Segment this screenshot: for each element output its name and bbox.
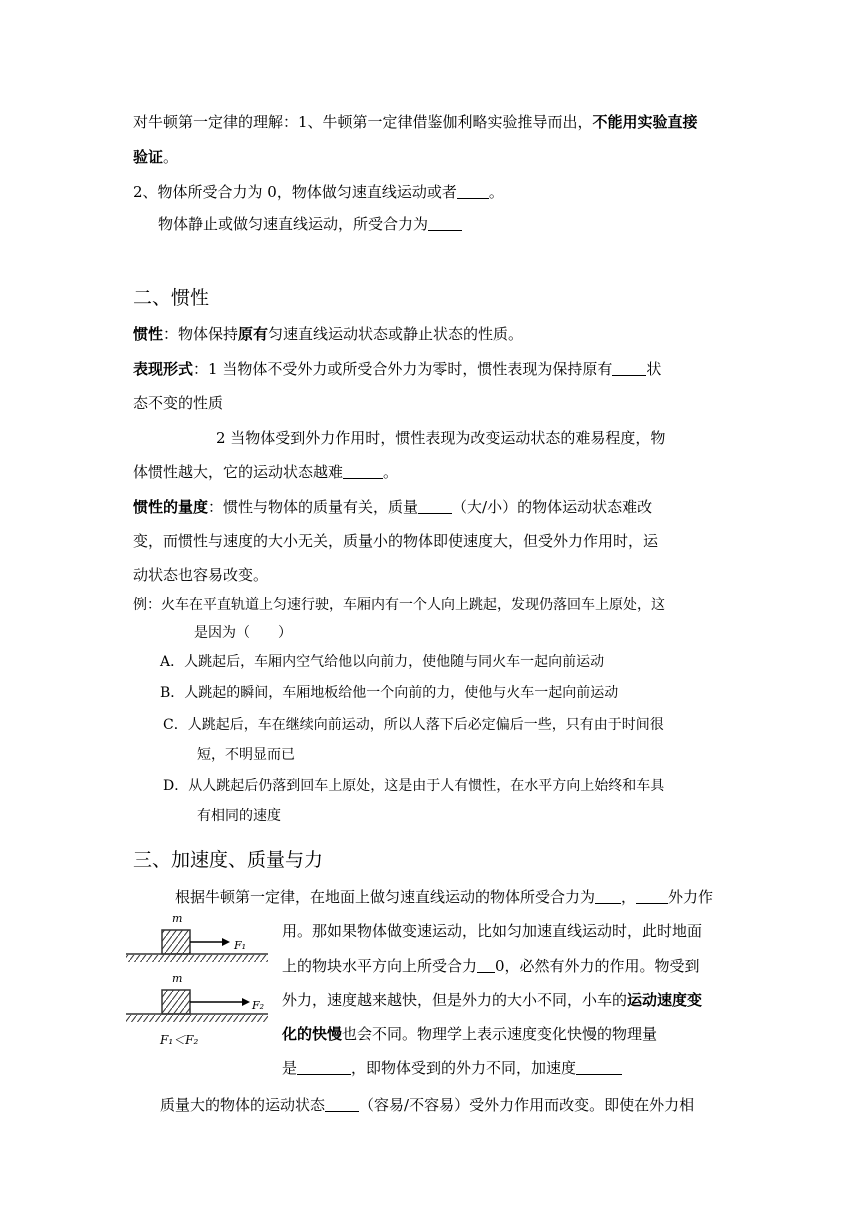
- inertia-definition: 惯性：物体保持原有匀速直线运动状态或静止状态的性质。: [133, 325, 524, 343]
- inertia-form-1-cont: 态不变的性质: [133, 394, 224, 412]
- ground-hatch-top: [126, 955, 268, 962]
- arrowhead-f2: [242, 998, 250, 1006]
- intro-line-2: 验证。: [133, 148, 179, 166]
- force2-label: F₂: [252, 999, 265, 1012]
- option-d: D．从人跳起后仍落到回车上原处，这是由于人有惯性，在水平方向上始终和车具: [163, 778, 665, 794]
- force-comparison-figure: [124, 912, 274, 1052]
- section-3-title: 三、加速度、质量与力: [133, 849, 324, 871]
- inertia-measure: 惯性的量度：惯性与物体的质量有关，质量 （大/小）的物体运动状态难改: [133, 498, 653, 516]
- block-bottom: [162, 990, 190, 1014]
- s3-paragraph-line-3: 上的物块水平方向上所受合力 0，必然有外力的作用。物受到: [282, 957, 700, 975]
- arrowhead-f1: [222, 938, 230, 946]
- blank: [297, 1058, 351, 1075]
- option-b: B．人跳起的瞬间，车厢地板给他一个向前的力，使他与火车一起向前运动: [160, 685, 619, 701]
- blank: [428, 214, 462, 231]
- blank: [457, 182, 489, 199]
- s3-paragraph-line-4: 外力，速度越来越快，但是外力的大小不同，小车的运动速度变: [282, 991, 703, 1009]
- intro-line-1: 对牛顿第一定律的理解：1、牛顿第一定律借鉴伽利略实验推导而出，不能用实验直接: [133, 113, 698, 131]
- intro-item-2b: 物体静止或做匀速直线运动，所受合力为: [158, 214, 462, 234]
- block-top: [162, 930, 190, 954]
- inertia-form-1: 表现形式：1 当物体不受外力或所受合外力为零时，惯性表现为保持原有 状: [133, 360, 662, 378]
- blank: [612, 359, 646, 376]
- example-question: 例：火车在平直轨道上匀速行驶，车厢内有一个人向上跳起，发现仍落回车上原处，这: [133, 597, 665, 613]
- blank: [325, 1095, 359, 1112]
- inertia-measure-3: 动状态也容易改变。: [133, 566, 269, 584]
- blank: [343, 462, 383, 479]
- example-question-cont: 是因为（ ）: [194, 625, 292, 641]
- blank: [576, 1058, 622, 1075]
- inertia-measure-2: 变，而惯性与速度的大小无关，质量小的物体即使速度大，但受外力作用时，运: [133, 532, 659, 550]
- force1-label: F₁: [234, 939, 247, 952]
- s3-paragraph-line-2: 用。那如果物体做变速运动，比如匀加速直线运动时，此时地面: [282, 922, 703, 940]
- s3-paragraph-line-1: 根据牛顿第一定律，在地面上做匀速直线运动的物体所受合力为 ， 外力作: [175, 888, 714, 906]
- mass-label-bottom: m: [172, 972, 183, 985]
- blank: [595, 887, 621, 904]
- option-c: C．人跳起后，车在继续向前运动，所以人落下后必定偏后一些，只有由于时间很: [163, 717, 664, 733]
- intro-item-2: 2、物体所受合力为 0，物体做匀速直线运动或者 。: [133, 183, 504, 201]
- s3-paragraph-line-6: 是 ，即物体受到的外力不同，加速度: [282, 1058, 622, 1078]
- option-a: A．人跳起后，车厢内空气给他以向前力，使他随与同火车一起向前运动: [160, 654, 605, 670]
- blank: [636, 887, 668, 904]
- ground-hatch-bottom: [126, 1015, 268, 1022]
- mass-label-top: m: [172, 912, 183, 925]
- s3-paragraph-line-7: 质量大的物体的运动状态 （容易/不容易）受外力作用而改变。即使在外力相: [160, 1096, 695, 1114]
- figure-caption: F₁＜F₂: [160, 1033, 199, 1047]
- section-2-title: 二、惯性: [133, 287, 210, 309]
- option-c-cont: 短，不明显而已: [197, 747, 295, 763]
- blank: [477, 956, 495, 973]
- blank: [418, 497, 452, 514]
- inertia-form-2: 2 当物体受到外力作用时，惯性表现为改变运动状态的难易程度，物: [216, 429, 666, 447]
- inertia-form-2-cont: 体惯性越大，它的运动状态越难 。: [133, 463, 399, 481]
- option-d-cont: 有相同的速度: [197, 808, 281, 824]
- s3-paragraph-line-5: 化的快慢也会不同。物理学上表示速度变化快慢的物理量: [282, 1025, 658, 1043]
